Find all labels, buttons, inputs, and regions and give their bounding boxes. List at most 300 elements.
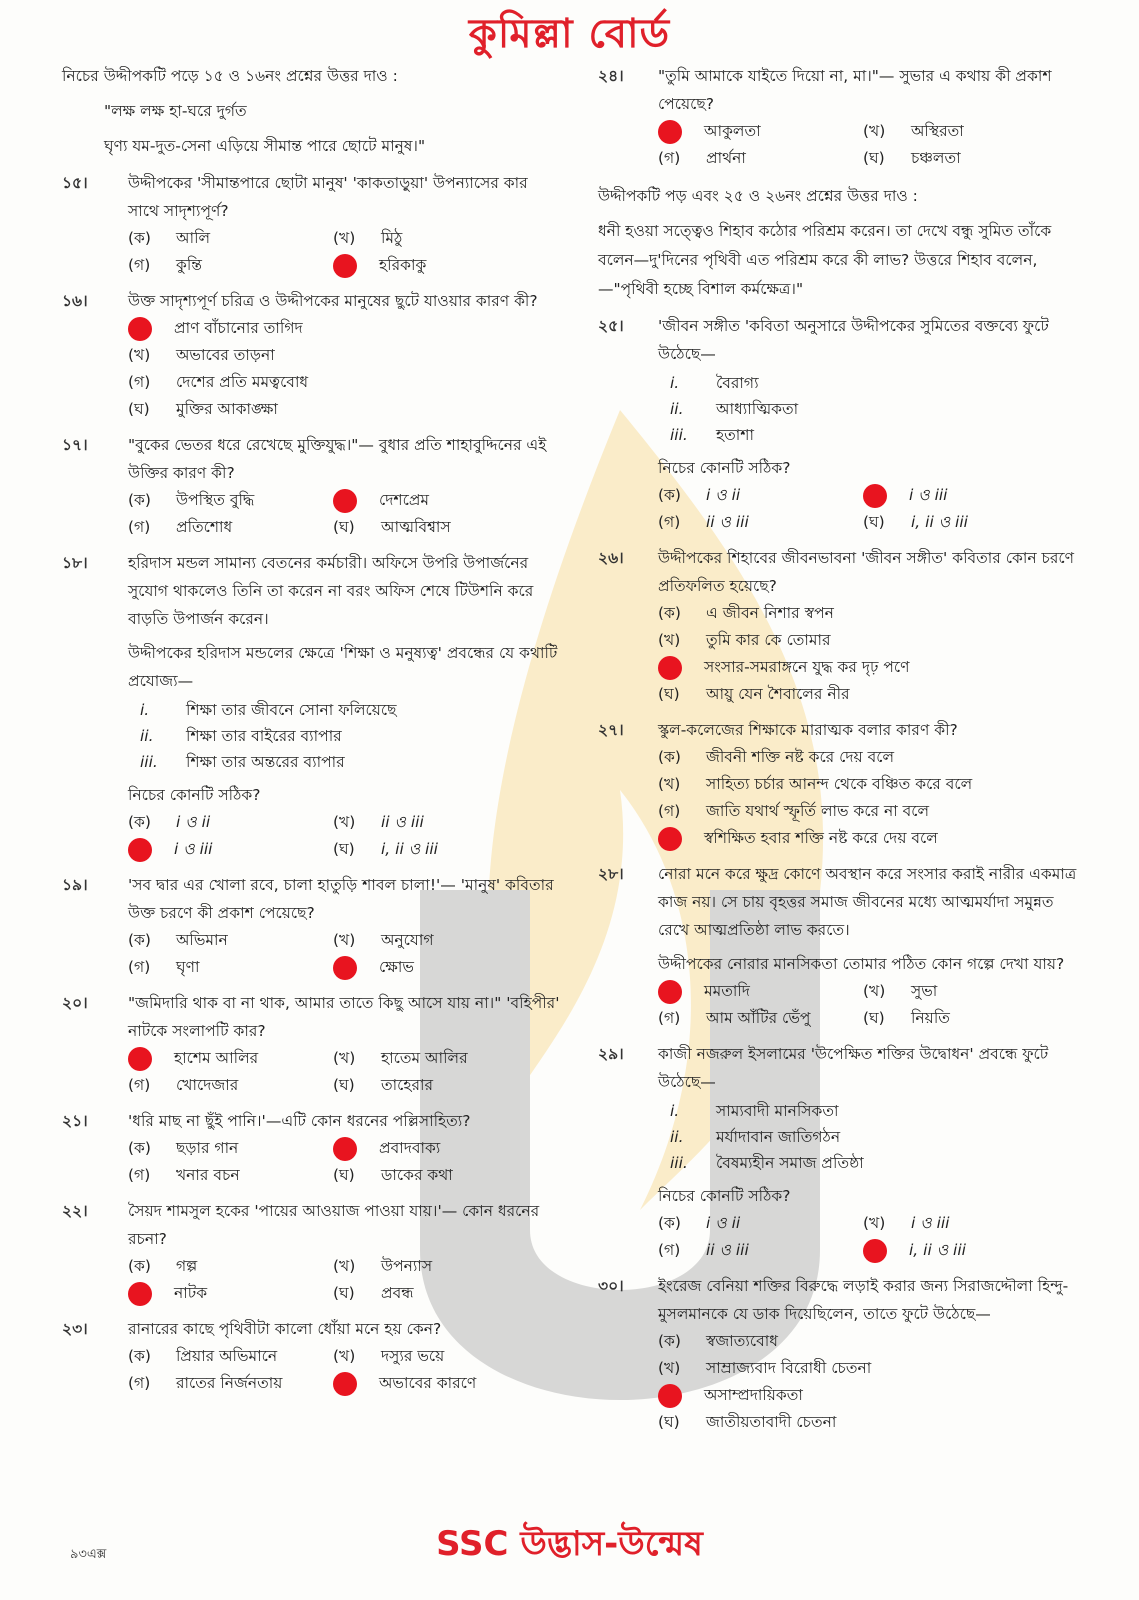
option-label: (গ) — [128, 373, 151, 391]
option-text: i ও ii — [706, 486, 741, 504]
option[interactable] — [128, 1370, 333, 1397]
option-text: সুভা — [911, 982, 938, 1000]
option[interactable] — [863, 118, 1086, 145]
question-text: 'সব দ্বার এর খোলা রবে, চালা হাতুড়ি শাবল চালা!'— 'মানুষ' কবিতার উক্ত চরণে কী প্রকাশ পেয়েছে? — [128, 876, 554, 922]
statement — [670, 1098, 1086, 1124]
option-label: (ঘ) — [863, 149, 885, 167]
question-16 — [62, 287, 562, 423]
question-number: ২২। — [62, 1202, 88, 1220]
option[interactable] — [658, 681, 1086, 708]
options — [128, 225, 562, 279]
option[interactable] — [128, 369, 562, 396]
option[interactable] — [658, 744, 1086, 771]
statement — [670, 422, 1086, 448]
option[interactable] — [658, 600, 1086, 627]
option[interactable] — [333, 1045, 562, 1072]
option-label: (ক) — [128, 1347, 151, 1365]
option-text: জাতীয়তাবাদী চেতনা — [706, 1413, 837, 1431]
option-text: i, ii ও iii — [911, 513, 968, 531]
question-number: ২০। — [62, 994, 88, 1012]
option-text: খনার বচন — [176, 1166, 240, 1184]
option-text: মুক্তির আকাঙ্ক্ষা — [176, 400, 278, 418]
option-label: (ক) — [658, 748, 681, 766]
options — [658, 482, 1086, 536]
option-text: নিয়তি — [911, 1009, 950, 1027]
option-correct[interactable] — [863, 1237, 1086, 1264]
question-text: উদ্দীপকের শিহাবের জীবনভাবনা 'জীবন সঙ্গীত' কবিতার কোন চরণে প্রতিফলিত হয়েছে? — [658, 549, 1075, 595]
options — [128, 315, 562, 423]
option-text: সংসার-সমরাঙ্গনে যুদ্ধ কর দৃঢ় পণে — [704, 658, 910, 676]
option-text: স্বজাত্যবোধ — [706, 1332, 778, 1350]
option-text: প্রাণ বাঁচানোর তাগিদ — [174, 319, 303, 337]
option-text: ক্ষোভ — [379, 958, 414, 976]
option-label: (ঘ) — [333, 518, 355, 536]
option-text: i, ii ও iii — [909, 1241, 966, 1259]
statement — [670, 396, 1086, 422]
option-text: হাশেম আলির — [174, 1049, 259, 1067]
statement — [140, 723, 562, 749]
option[interactable] — [333, 225, 562, 252]
option-text: অভাবের তাড়না — [176, 346, 275, 364]
option[interactable] — [333, 514, 562, 541]
question-19 — [62, 871, 562, 981]
correct-answer-dot-icon — [658, 827, 682, 851]
correct-answer-dot-icon — [128, 1282, 152, 1306]
option-label: (খ) — [128, 346, 151, 364]
option-text: আয়ু যেন শৈবালের নীর — [706, 685, 850, 703]
option-label: (গ) — [128, 958, 151, 976]
passage-instruction: উদ্দীপকটি পড় এবং ২৫ ও ২৬নং প্রশ্নের উত্তর দাও : — [598, 187, 918, 205]
option-label: (খ) — [333, 931, 356, 949]
question-number: ১৮। — [62, 554, 88, 572]
options — [658, 1210, 1086, 1264]
option-text: ডাকের কথা — [381, 1166, 453, 1184]
correct-answer-dot-icon — [333, 489, 357, 513]
option-label: (ঘ) — [658, 685, 680, 703]
option-text: তুমি কার কে তোমার — [706, 631, 831, 649]
question-24 — [598, 62, 1086, 172]
statement-numeral: i. — [670, 1102, 680, 1120]
question-text: উদ্দীপকের 'সীমান্তপারে ছোটা মানুষ' 'কাকতাড়ুয়া' উপন্যাসের কার সাথে সাদৃশ্যপূর্ণ? — [128, 174, 528, 220]
option-correct[interactable] — [333, 1370, 562, 1397]
question-number: ২১। — [62, 1112, 88, 1130]
option-label: (ঘ) — [333, 1076, 355, 1094]
option-text: i ও ii — [176, 813, 211, 831]
option-label: (খ) — [863, 982, 886, 1000]
option[interactable] — [128, 396, 562, 423]
option-text: উপন্যাস — [381, 1257, 433, 1275]
correct-answer-dot-icon — [128, 1047, 152, 1071]
options — [658, 978, 1086, 1032]
question-29 — [598, 1040, 1086, 1264]
statement-numeral: i. — [670, 374, 680, 392]
option-text: অভিমান — [176, 931, 228, 949]
statement-numeral: ii. — [140, 727, 154, 745]
options — [658, 118, 1086, 172]
statements — [670, 1098, 1086, 1176]
question-number: ২৩। — [62, 1320, 88, 1338]
statement-text: আধ্যাত্মিকতা — [716, 400, 799, 418]
option-label: (ক) — [128, 1139, 151, 1157]
question-22 — [62, 1197, 562, 1307]
statement-text: বৈরাগ্য — [716, 374, 759, 392]
options — [658, 600, 1086, 708]
option[interactable] — [128, 225, 333, 252]
option[interactable] — [333, 1253, 562, 1280]
option-label: (গ) — [658, 1241, 681, 1259]
option-label: (ক) — [658, 1332, 681, 1350]
passage-body: ধনী হওয়া সত্ত্বেও শিহাব কঠোর পরিশ্রম করেন। তা দেখে বন্ধু সুমিত তাঁকে বলেন—দু'দিনের পৃথিবী এত পরিশ্রম করে কী লাভ? উত্তরে শিহাব বলেন,—"পৃথিবী হচ্ছে বিশাল কর্মক্ষেত্র।" — [598, 222, 1052, 298]
option[interactable] — [128, 1135, 333, 1162]
option-correct[interactable] — [333, 252, 562, 279]
option-label: (খ) — [863, 122, 886, 140]
option-correct[interactable] — [658, 654, 1086, 681]
question-text: কাজী নজরুল ইসলামের 'উপেক্ষিত শক্তির উদ্বোধন' প্রবন্ধে ফুটে উঠেছে— — [658, 1045, 1049, 1091]
question-number: ১৬। — [62, 292, 88, 310]
option-label: (খ) — [658, 775, 681, 793]
option-label: (গ) — [658, 802, 681, 820]
option-text: ঘৃণা — [176, 958, 200, 976]
statement-numeral: iii. — [670, 1154, 688, 1172]
question-number: ১৭। — [62, 436, 88, 454]
option[interactable] — [128, 954, 333, 981]
option-label: (ঘ) — [863, 513, 885, 531]
statement-numeral: ii. — [670, 400, 684, 418]
question-18 — [62, 549, 562, 863]
correct-answer-dot-icon — [128, 317, 152, 341]
question-15 — [62, 169, 562, 279]
options — [128, 809, 562, 863]
option-text: প্রতিশোধ — [176, 518, 233, 536]
passage-line: "লক্ষ লক্ষ হা-ঘরে দুর্গত — [104, 102, 247, 120]
option-text: তাহেরার — [381, 1076, 434, 1094]
option-text: আম আঁটির ভেঁপু — [706, 1009, 811, 1027]
statements — [670, 370, 1086, 448]
statement-numeral: iii. — [670, 426, 688, 444]
sub-question: নিচের কোনটি সঠিক? — [658, 459, 791, 477]
options — [128, 1045, 562, 1099]
question-21 — [62, 1107, 562, 1189]
option-text: দেশপ্রেম — [379, 491, 430, 509]
option-label: (গ) — [658, 1009, 681, 1027]
statement-text: সাম্যবাদী মানসিকতা — [716, 1102, 839, 1120]
options — [128, 1253, 562, 1307]
option-correct[interactable] — [333, 487, 562, 514]
question-text: 'ধরি মাছ না ছুঁই পানি।'—এটি কোন ধরনের পল্লিসাহিত্য? — [128, 1112, 471, 1130]
option-text: অনুযোগ — [381, 931, 434, 949]
option[interactable] — [333, 1280, 562, 1307]
stimulus-text: নোরা মনে করে ক্ষুদ্র কোণে অবস্থান করে সংসার করাই নারীর একমাত্র কাজ নয়। সে চায় বৃহত্তর সমাজ জীবনের মধ্যে আত্মমর্যাদা সমুন্নত রেখে আত্মপ্রতিষ্ঠা লাভ করতে। — [658, 865, 1077, 939]
correct-answer-dot-icon — [658, 1384, 682, 1408]
option-text: i, ii ও iii — [381, 840, 438, 858]
question-text: উদ্দীপকের হরিদাস মন্ডলের ক্ষেত্রে 'শিক্ষা ও মনুষ্যত্ব' প্রবন্ধের যে কথাটি প্রযোজ্য— — [128, 644, 558, 690]
statement — [140, 697, 562, 723]
option-text: আত্মবিশ্বাস — [381, 518, 451, 536]
option-label: (গ) — [128, 1374, 151, 1392]
option[interactable] — [333, 1072, 562, 1099]
option-text: i ও ii — [706, 1214, 741, 1232]
option-label: (খ) — [863, 1214, 886, 1232]
correct-answer-dot-icon — [333, 1137, 357, 1161]
option-label: (খ) — [333, 1257, 356, 1275]
option-text: ii ও iii — [381, 813, 424, 831]
options — [128, 927, 562, 981]
option-text: কুন্তি — [176, 256, 202, 274]
option[interactable] — [128, 1162, 333, 1189]
option-text: হাতেম আলির — [381, 1049, 468, 1067]
question-number: ২৫। — [598, 317, 624, 335]
option-text: খোদেজার — [176, 1076, 239, 1094]
option[interactable] — [333, 1162, 562, 1189]
statement — [670, 1150, 1086, 1176]
option-text: রাতের নির্জনতায় — [176, 1374, 283, 1392]
option-text: জাতি যথার্থ স্ফূর্তি লাভ করে না বলে — [706, 802, 930, 820]
option[interactable] — [658, 509, 863, 536]
question-text: "তুমি আমাকে যাইতে দিয়ো না, মা।"— সুভার এ কথায় কী প্রকাশ পেয়েছে? — [658, 67, 1052, 113]
statement-numeral: i. — [140, 701, 150, 719]
question-28 — [598, 860, 1086, 1032]
option-text: মিঠু — [381, 229, 403, 247]
options — [128, 1343, 562, 1397]
option-text: গল্প — [176, 1257, 198, 1275]
statement-text: মর্যাদাবান জাতিগঠন — [716, 1128, 841, 1146]
option[interactable] — [658, 798, 1086, 825]
option[interactable] — [128, 1072, 333, 1099]
option-text: অসাম্প্রদায়িকতা — [704, 1386, 803, 1404]
option-label: (খ) — [333, 229, 356, 247]
correct-answer-dot-icon — [333, 1372, 357, 1396]
option-label: (গ) — [128, 1076, 151, 1094]
question-17 — [62, 431, 562, 541]
passage-instruction: নিচের উদ্দীপকটি পড়ে ১৫ ও ১৬নং প্রশ্নের উত্তর দাও : — [62, 67, 398, 85]
question-number: ২৭। — [598, 721, 624, 739]
option-correct[interactable] — [128, 1045, 333, 1072]
option-label: (খ) — [333, 1049, 356, 1067]
stimulus-text: হরিদাস মন্ডল সামান্য বেতনের কর্মচারী। অফিসে উপরি উপার্জনের সুযোগ থাকলেও তিনি তা করেন না বরং অফিস শেষে টিউশনি করে বাড়তি উপার্জন করেন। — [128, 554, 534, 628]
option-text: i ও iii — [909, 486, 948, 504]
option[interactable] — [658, 627, 1086, 654]
option-correct[interactable] — [333, 1135, 562, 1162]
option-text: উপস্থিত বুদ্ধি — [176, 491, 255, 509]
option[interactable] — [658, 1005, 863, 1032]
option[interactable] — [128, 487, 333, 514]
page-code: ৯৩এক্স — [70, 1547, 107, 1562]
option-text: প্রিয়ার অভিমানে — [176, 1347, 278, 1365]
option-text: প্রবাদবাক্য — [379, 1139, 441, 1157]
option[interactable] — [333, 927, 562, 954]
option-label: (ঘ) — [128, 400, 150, 418]
option-text: দেশের প্রতি মমত্ববোধ — [176, 373, 309, 391]
option[interactable] — [658, 1409, 1086, 1436]
option[interactable] — [658, 771, 1086, 798]
question-text: ইংরেজ বেনিয়া শক্তির বিরুদ্ধে লড়াই করার জন্য সিরাজদ্দৌলা হিন্দু-মুসলমানকে যে ডাক দিয়েছিলেন, তাতে ফুটে উঠেছে— — [658, 1277, 1069, 1323]
option-label: (ক) — [128, 491, 151, 509]
sub-question: নিচের কোনটি সঠিক? — [128, 786, 261, 804]
option-text: জীবনী শক্তি নষ্ট করে দেয় বলে — [706, 748, 895, 766]
correct-answer-dot-icon — [658, 120, 682, 144]
question-text: 'জীবন সঙ্গীত 'কবিতা অনুসারে উদ্দীপকের সুমিতের বক্তব্যে ফুটে উঠেছে— — [658, 317, 1049, 363]
statement-text: হতাশা — [716, 426, 754, 444]
correct-answer-dot-icon — [863, 1239, 887, 1263]
options — [658, 1328, 1086, 1436]
option-correct[interactable] — [863, 482, 1086, 509]
option-text: সাহিত্য চর্চার আনন্দ থেকে বঞ্চিত করে বলে — [706, 775, 973, 793]
option-label: (ক) — [128, 1257, 151, 1275]
option-text: i ও iii — [174, 840, 213, 858]
option[interactable] — [658, 482, 863, 509]
option-label: (ঘ) — [333, 840, 355, 858]
option-text: i ও iii — [911, 1214, 950, 1232]
option-text: এ জীবন নিশার স্বপন — [706, 604, 834, 622]
question-text: "জমিদারি থাক বা না থাক, আমার তাতে কিছু আসে যায় না।" 'বহিপীর' নাটকে সংলাপটি কার? — [128, 994, 560, 1040]
option-text: প্রবন্ধ — [381, 1284, 414, 1302]
option[interactable] — [863, 509, 1086, 536]
question-number: ২৪। — [598, 67, 624, 85]
question-27 — [598, 716, 1086, 852]
option-text: অভাবের কারণে — [379, 1374, 477, 1392]
option-label: (ক) — [658, 604, 681, 622]
option-label: (ক) — [658, 1214, 681, 1232]
option[interactable] — [658, 1210, 863, 1237]
option[interactable] — [333, 809, 562, 836]
option-label: (ক) — [128, 931, 151, 949]
statement-numeral: iii. — [140, 753, 158, 771]
statement-numeral: ii. — [670, 1128, 684, 1146]
option-text: মমতাদি — [704, 982, 750, 1000]
option-text: অস্থিরতা — [911, 122, 964, 140]
sub-question: নিচের কোনটি সঠিক? — [658, 1187, 791, 1205]
option[interactable] — [658, 145, 863, 172]
statement-text: শিক্ষা তার অন্তরের ব্যাপার — [186, 753, 345, 771]
option-label: (ঘ) — [658, 1413, 680, 1431]
question-text: স্কুল-কলেজের শিক্ষাকে মারাত্মক বলার কারণ কী? — [658, 721, 958, 739]
option-text: নাটক — [174, 1284, 208, 1302]
options — [128, 487, 562, 541]
option-label: (ঘ) — [333, 1284, 355, 1302]
question-26 — [598, 544, 1086, 708]
option-label: (গ) — [658, 149, 681, 167]
correct-answer-dot-icon — [863, 484, 887, 508]
option-label: (ক) — [128, 813, 151, 831]
option-label: (গ) — [658, 513, 681, 531]
option-text: হরিকাকু — [379, 256, 427, 274]
statement — [670, 370, 1086, 396]
question-20 — [62, 989, 562, 1099]
footer-brand: SSC উদ্ভাস-উন্মেষ — [436, 1524, 703, 1564]
option-correct[interactable] — [128, 315, 562, 342]
statement-text: বৈষম্যহীন সমাজ প্রতিষ্ঠা — [716, 1154, 864, 1172]
option-correct[interactable] — [128, 836, 333, 863]
question-number: ১৯। — [62, 876, 88, 894]
option-label: (ক) — [658, 486, 681, 504]
option-text: স্বশিক্ষিত হবার শক্তি নষ্ট করে দেয় বলে — [704, 829, 938, 847]
option-text: ii ও iii — [706, 513, 749, 531]
question-23 — [62, 1315, 562, 1397]
option-correct[interactable] — [333, 954, 562, 981]
question-30 — [598, 1272, 1086, 1436]
option-text: আলি — [176, 229, 211, 247]
option[interactable] — [863, 1210, 1086, 1237]
question-text: সৈয়দ শামসুল হকের 'পায়ের আওয়াজ পাওয়া যায়।'— কোন ধরনের রচনা? — [128, 1202, 540, 1248]
option[interactable] — [128, 342, 562, 369]
option[interactable] — [863, 978, 1086, 1005]
page-title: কুমিল্লা বোর্ড — [468, 11, 671, 57]
question-number: ২৮। — [598, 865, 624, 883]
option[interactable] — [128, 252, 333, 279]
statement — [140, 749, 562, 775]
options — [658, 744, 1086, 852]
question-number: ৩০। — [598, 1277, 624, 1295]
correct-answer-dot-icon — [658, 656, 682, 680]
correct-answer-dot-icon — [128, 838, 152, 862]
option-label: (ক) — [128, 229, 151, 247]
question-25 — [598, 312, 1086, 536]
option-label: (খ) — [658, 1359, 681, 1377]
statement — [670, 1124, 1086, 1150]
option[interactable] — [863, 145, 1086, 172]
option[interactable] — [128, 809, 333, 836]
option[interactable] — [128, 927, 333, 954]
right-column — [598, 62, 1086, 1436]
option-text: চঞ্চলতা — [911, 149, 961, 167]
option-label: (খ) — [333, 813, 356, 831]
option-correct[interactable] — [658, 118, 863, 145]
option-text: ii ও iii — [706, 1241, 749, 1259]
option[interactable] — [333, 1343, 562, 1370]
option-label: (খ) — [658, 631, 681, 649]
correct-answer-dot-icon — [333, 254, 357, 278]
passage-line: ঘৃণ্য যম-দুত-সেনা এড়িয়ে সীমান্ত পারে ছোটে মানুষ।" — [104, 137, 426, 155]
option-correct[interactable] — [658, 1382, 1086, 1409]
question-text: "বুকের ভেতর ধরে রেখেছে মুক্তিযুদ্ধ।"— বুধার প্রতি শাহাবুদ্দিনের এই উক্তির কারণ কী? — [128, 436, 547, 482]
correct-answer-dot-icon — [658, 980, 682, 1004]
option-text: ছড়ার গান — [176, 1139, 239, 1157]
left-column — [62, 62, 562, 1397]
question-number: ২৯। — [598, 1045, 624, 1063]
option[interactable] — [333, 836, 562, 863]
question-number: ১৫। — [62, 174, 88, 192]
question-text: উক্ত সাদৃশ্যপূর্ণ চরিত্র ও উদ্দীপকের মানুষের ছুটে যাওয়ার কারণ কী? — [128, 292, 538, 310]
correct-answer-dot-icon — [333, 956, 357, 980]
option-correct[interactable] — [128, 1280, 333, 1307]
option-label: (গ) — [128, 518, 151, 536]
option[interactable] — [128, 514, 333, 541]
option[interactable] — [658, 1355, 1086, 1382]
option-label: (ঘ) — [333, 1166, 355, 1184]
question-number: ২৬। — [598, 549, 624, 567]
option[interactable] — [658, 1237, 863, 1264]
options — [128, 1135, 562, 1189]
option[interactable] — [863, 1005, 1086, 1032]
option-text: প্রার্থনা — [706, 149, 746, 167]
statement-text: শিক্ষা তার জীবনে সোনা ফলিয়েছে — [186, 701, 397, 719]
option-label: (গ) — [128, 256, 151, 274]
question-text: রানারের কাছে পৃথিবীটা কালো ধোঁয়া মনে হয় কেন? — [128, 1320, 442, 1338]
option-correct[interactable] — [658, 825, 1086, 852]
statement-text: শিক্ষা তার বাইরের ব্যাপার — [186, 727, 342, 745]
option-label: (গ) — [128, 1166, 151, 1184]
option[interactable] — [658, 1328, 1086, 1355]
option-correct[interactable] — [658, 978, 863, 1005]
option-text: দস্যুর ভয়ে — [381, 1347, 445, 1365]
option-text: আকুলতা — [704, 122, 761, 140]
option-label: (ঘ) — [863, 1009, 885, 1027]
option[interactable] — [128, 1343, 333, 1370]
option-text: সাম্রাজ্যবাদ বিরোধী চেতনা — [706, 1359, 872, 1377]
option[interactable] — [128, 1253, 333, 1280]
option-label: (খ) — [333, 1347, 356, 1365]
question-text: উদ্দীপকের নোরার মানসিকতা তোমার পঠিত কোন গল্পে দেখা যায়? — [658, 955, 1065, 973]
